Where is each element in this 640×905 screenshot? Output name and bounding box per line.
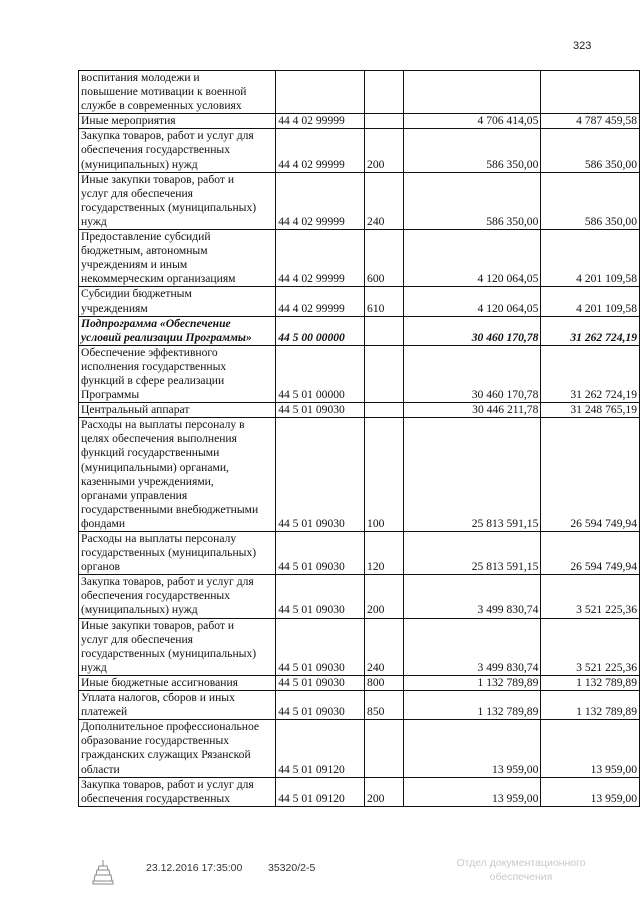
row-value-2018: 3 521 225,36 <box>541 618 640 675</box>
row-value-2018: 26 594 749,94 <box>541 532 640 575</box>
row-code: 44 5 01 09120 <box>276 777 365 806</box>
row-value-2017: 586 350,00 <box>404 172 541 229</box>
row-code: 44 5 00 00000 <box>276 316 365 345</box>
table-row <box>79 316 640 345</box>
department-stamp: Отдел документационного обеспечения <box>456 857 586 883</box>
row-value-2017: 25 813 591,15 <box>404 532 541 575</box>
budget-table <box>78 70 640 807</box>
row-value-2017: 30 460 170,78 <box>404 345 541 402</box>
row-type <box>365 720 404 777</box>
row-type: 100 <box>365 418 404 532</box>
row-value-2017: 30 460 170,78 <box>404 316 541 345</box>
row-code: 44 5 01 09030 <box>276 675 365 690</box>
table-row <box>79 691 640 720</box>
row-name: Иные бюджетные ассигнования <box>79 675 276 690</box>
table-row <box>79 675 640 690</box>
row-name: Расходы на выплаты персоналу в целях обеспечения выполнения функций государственными (муниципальными) органами, казенными учреждениями, органами управления государственными внебюджетными фондами <box>79 418 276 532</box>
row-name: Закупка товаров, работ и услуг для обеспечения государственных (муниципальных) нужд <box>79 575 276 618</box>
row-code <box>276 71 365 114</box>
footer-doc-number: 35320/2-5 <box>268 862 316 874</box>
row-type: 610 <box>365 287 404 316</box>
row-code: 44 5 01 09030 <box>276 691 365 720</box>
row-name: Обеспечение эффективного исполнения государственных функций в сфере реализации Программы <box>79 345 276 402</box>
table-row <box>79 575 640 618</box>
row-name: Центральный аппарат <box>79 403 276 418</box>
row-value-2017 <box>404 71 541 114</box>
row-name: Иные закупки товаров, работ и услуг для обеспечения государственных (муниципальных) нужд <box>79 618 276 675</box>
row-value-2018: 586 350,00 <box>541 172 640 229</box>
table-row <box>79 114 640 129</box>
table-row <box>79 403 640 418</box>
row-code: 44 5 01 09030 <box>276 403 365 418</box>
row-value-2018: 26 594 749,94 <box>541 418 640 532</box>
row-type: 240 <box>365 172 404 229</box>
row-value-2017: 3 499 830,74 <box>404 618 541 675</box>
row-value-2018: 4 201 109,58 <box>541 230 640 287</box>
row-value-2018: 586 350,00 <box>541 129 640 172</box>
row-type <box>365 403 404 418</box>
row-value-2018: 1 132 789,89 <box>541 691 640 720</box>
row-value-2017: 1 132 789,89 <box>404 691 541 720</box>
row-code: 44 5 01 09030 <box>276 418 365 532</box>
row-code: 44 5 01 00000 <box>276 345 365 402</box>
table-row <box>79 230 640 287</box>
row-name: Иные мероприятия <box>79 114 276 129</box>
page-number: 323 <box>573 40 592 52</box>
row-name: Подпрограмма «Обеспечение условий реализации Программы» <box>79 316 276 345</box>
row-value-2017: 13 959,00 <box>404 720 541 777</box>
row-name: Закупка товаров, работ и услуг для обеспечения государственных (муниципальных) нужд <box>79 129 276 172</box>
row-value-2017: 30 446 211,78 <box>404 403 541 418</box>
row-code: 44 5 01 09120 <box>276 720 365 777</box>
row-value-2017: 25 813 591,15 <box>404 418 541 532</box>
row-type: 200 <box>365 777 404 806</box>
row-value-2017: 586 350,00 <box>404 129 541 172</box>
row-code: 44 4 02 99999 <box>276 287 365 316</box>
row-value-2018: 3 521 225,36 <box>541 575 640 618</box>
table-row <box>79 777 640 806</box>
row-value-2017: 4 706 414,05 <box>404 114 541 129</box>
row-value-2017: 1 132 789,89 <box>404 675 541 690</box>
row-type <box>365 114 404 129</box>
row-type <box>365 345 404 402</box>
row-code: 44 4 02 99999 <box>276 114 365 129</box>
row-type: 120 <box>365 532 404 575</box>
table-row <box>79 345 640 402</box>
row-value-2018: 31 248 765,19 <box>541 403 640 418</box>
table-row <box>79 720 640 777</box>
row-value-2017: 4 120 064,05 <box>404 230 541 287</box>
row-value-2017: 4 120 064,05 <box>404 287 541 316</box>
row-type: 200 <box>365 575 404 618</box>
row-code: 44 5 01 09030 <box>276 575 365 618</box>
row-value-2018: 13 959,00 <box>541 777 640 806</box>
footer-timestamp: 23.12.2016 17:35:00 <box>146 862 243 874</box>
emblem-icon <box>92 858 114 886</box>
row-name: Предоставление субсидий бюджетным, автономным учреждениям и иным некоммерческим организациям <box>79 230 276 287</box>
row-name: Уплата налогов, сборов и иных платежей <box>79 691 276 720</box>
row-value-2018: 31 262 724,19 <box>541 316 640 345</box>
table-row <box>79 71 640 114</box>
table-row <box>79 618 640 675</box>
row-code: 44 5 01 09030 <box>276 618 365 675</box>
table-row <box>79 287 640 316</box>
row-code: 44 4 02 99999 <box>276 230 365 287</box>
row-type <box>365 71 404 114</box>
row-value-2017: 3 499 830,74 <box>404 575 541 618</box>
table-row <box>79 172 640 229</box>
row-value-2018: 13 959,00 <box>541 720 640 777</box>
row-value-2017: 13 959,00 <box>404 777 541 806</box>
row-value-2018: 31 262 724,19 <box>541 345 640 402</box>
row-type: 850 <box>365 691 404 720</box>
table-row <box>79 129 640 172</box>
row-type: 800 <box>365 675 404 690</box>
row-value-2018: 4 201 109,58 <box>541 287 640 316</box>
row-name: воспитания молодежи и повышение мотивации к военной службе в современных условиях <box>79 71 276 114</box>
row-type: 600 <box>365 230 404 287</box>
row-name: Дополнительное профессиональное образование государственных гражданских служащих Рязанской области <box>79 720 276 777</box>
row-code: 44 4 02 99999 <box>276 172 365 229</box>
row-value-2018: 1 132 789,89 <box>541 675 640 690</box>
table-row <box>79 532 640 575</box>
row-name: Расходы на выплаты персоналу государственных (муниципальных) органов <box>79 532 276 575</box>
row-code: 44 5 01 09030 <box>276 532 365 575</box>
row-value-2018: 4 787 459,58 <box>541 114 640 129</box>
row-value-2018 <box>541 71 640 114</box>
table-row <box>79 418 640 532</box>
row-name: Иные закупки товаров, работ и услуг для обеспечения государственных (муниципальных) нужд <box>79 172 276 229</box>
row-type <box>365 316 404 345</box>
row-name: Закупка товаров, работ и услуг для обеспечения государственных <box>79 777 276 806</box>
row-code: 44 4 02 99999 <box>276 129 365 172</box>
row-name: Субсидии бюджетным учреждениям <box>79 287 276 316</box>
row-type: 200 <box>365 129 404 172</box>
row-type: 240 <box>365 618 404 675</box>
